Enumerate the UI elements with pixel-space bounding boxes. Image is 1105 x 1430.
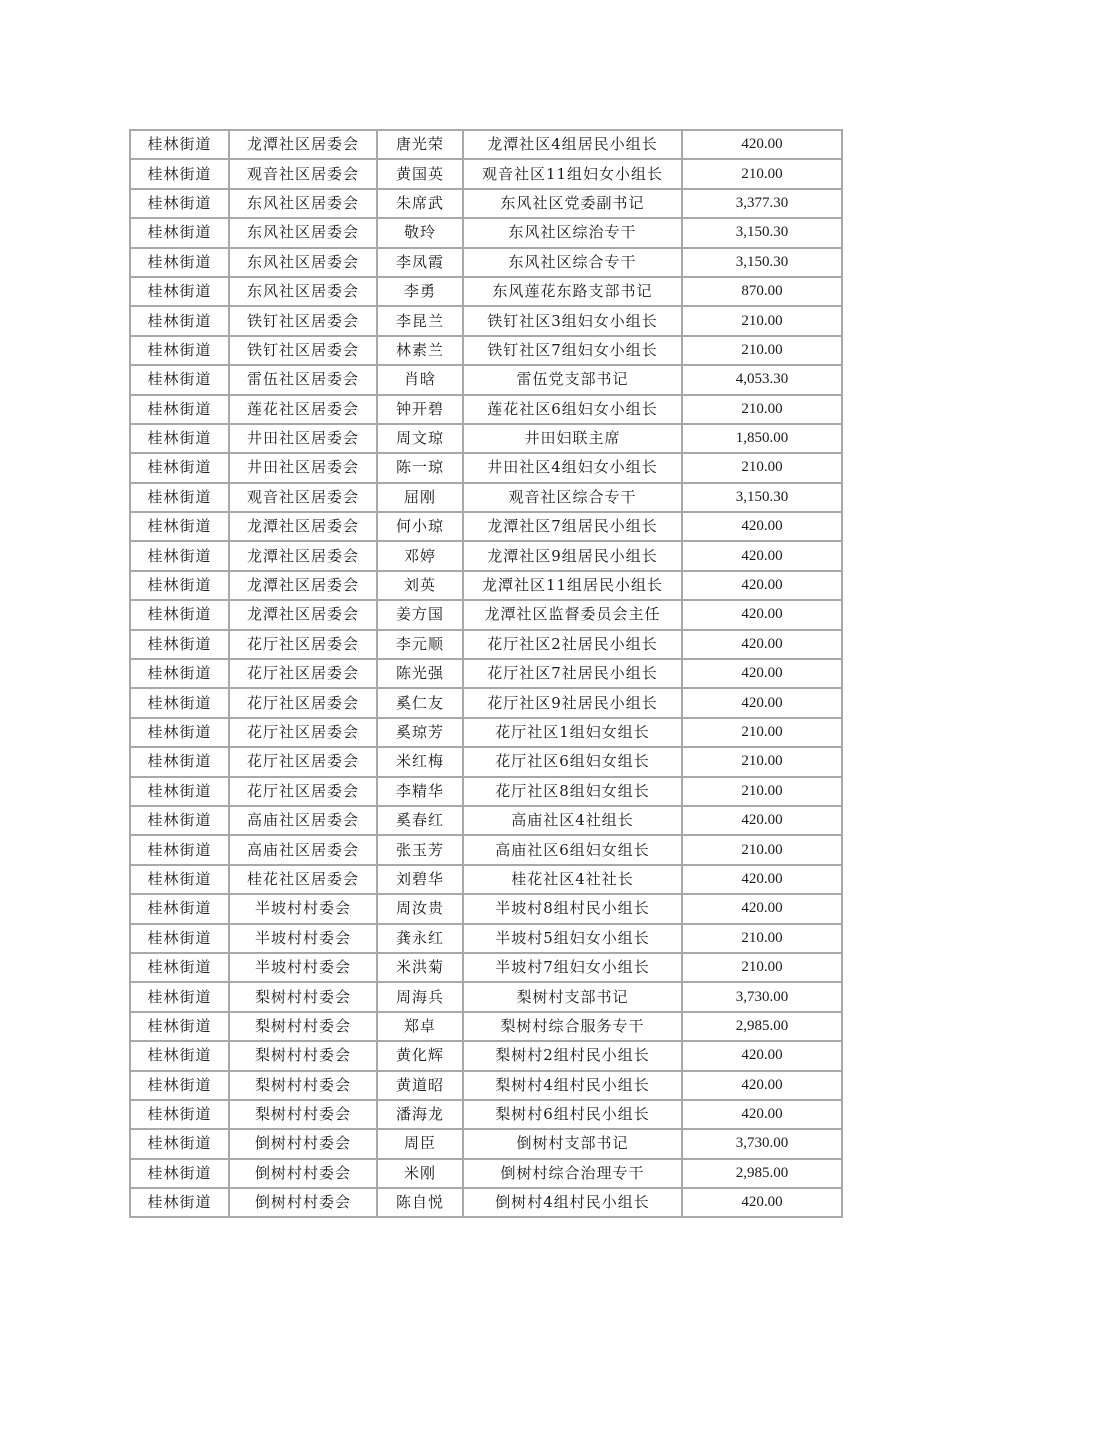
amount-cell: 870.00	[682, 277, 842, 306]
position-cell: 铁钉社区3组妇女小组长	[463, 306, 682, 335]
table-row	[130, 541, 842, 570]
person-name-cell: 陈一琼	[377, 453, 463, 482]
person-name-cell: 唐光荣	[377, 130, 463, 159]
table-row	[130, 395, 842, 424]
table-row	[130, 1071, 842, 1100]
position-cell: 花厅社区9社居民小组长	[463, 688, 682, 717]
amount-cell: 420.00	[682, 130, 842, 159]
person-name-cell: 米红梅	[377, 747, 463, 776]
table-row	[130, 835, 842, 864]
street-cell: 桂林街道	[130, 777, 229, 806]
committee-cell: 铁钉社区居委会	[229, 306, 377, 335]
committee-cell: 倒树村村委会	[229, 1129, 377, 1158]
person-name-cell: 朱席武	[377, 189, 463, 218]
person-name-cell: 周汝贵	[377, 894, 463, 923]
table-row	[130, 130, 842, 159]
amount-cell: 210.00	[682, 835, 842, 864]
position-cell: 井田妇联主席	[463, 424, 682, 453]
table-row	[130, 277, 842, 306]
person-name-cell: 奚春红	[377, 806, 463, 835]
committee-cell: 花厅社区居委会	[229, 777, 377, 806]
committee-cell: 龙潭社区居委会	[229, 512, 377, 541]
committee-cell: 观音社区居委会	[229, 159, 377, 188]
street-cell: 桂林街道	[130, 483, 229, 512]
table-row	[130, 1159, 842, 1188]
person-name-cell: 黄道昭	[377, 1071, 463, 1100]
position-cell: 高庙社区4社组长	[463, 806, 682, 835]
committee-cell: 半坡村村委会	[229, 894, 377, 923]
street-cell: 桂林街道	[130, 924, 229, 953]
person-name-cell: 何小琼	[377, 512, 463, 541]
person-name-cell: 李元顺	[377, 630, 463, 659]
committee-cell: 半坡村村委会	[229, 953, 377, 982]
person-name-cell: 刘英	[377, 571, 463, 600]
position-cell: 半坡村5组妇女小组长	[463, 924, 682, 953]
table-row	[130, 218, 842, 247]
street-cell: 桂林街道	[130, 453, 229, 482]
street-cell: 桂林街道	[130, 1071, 229, 1100]
amount-cell: 210.00	[682, 306, 842, 335]
committee-cell: 梨树村村委会	[229, 982, 377, 1011]
committee-cell: 雷伍社区居委会	[229, 365, 377, 394]
street-cell: 桂林街道	[130, 630, 229, 659]
position-cell: 花厅社区8组妇女组长	[463, 777, 682, 806]
committee-cell: 花厅社区居委会	[229, 747, 377, 776]
amount-cell: 210.00	[682, 924, 842, 953]
table-row	[130, 306, 842, 335]
street-cell: 桂林街道	[130, 600, 229, 629]
street-cell: 桂林街道	[130, 1129, 229, 1158]
position-cell: 半坡村8组村民小组长	[463, 894, 682, 923]
person-name-cell: 周文琼	[377, 424, 463, 453]
street-cell: 桂林街道	[130, 189, 229, 218]
amount-cell: 420.00	[682, 688, 842, 717]
position-cell: 雷伍党支部书记	[463, 365, 682, 394]
committee-cell: 梨树村村委会	[229, 1012, 377, 1041]
amount-cell: 420.00	[682, 865, 842, 894]
person-name-cell: 奚琼芳	[377, 718, 463, 747]
amount-cell: 210.00	[682, 953, 842, 982]
position-cell: 龙潭社区7组居民小组长	[463, 512, 682, 541]
amount-cell: 3,377.30	[682, 189, 842, 218]
street-cell: 桂林街道	[130, 1012, 229, 1041]
amount-cell: 420.00	[682, 659, 842, 688]
position-cell: 龙潭社区监督委员会主任	[463, 600, 682, 629]
position-cell: 梨树村2组村民小组长	[463, 1041, 682, 1070]
table-row	[130, 982, 842, 1011]
amount-cell: 210.00	[682, 747, 842, 776]
amount-cell: 420.00	[682, 630, 842, 659]
position-cell: 花厅社区2社居民小组长	[463, 630, 682, 659]
table-row	[130, 1041, 842, 1070]
table-row	[130, 777, 842, 806]
position-cell: 观音社区11组妇女小组长	[463, 159, 682, 188]
street-cell: 桂林街道	[130, 130, 229, 159]
street-cell: 桂林街道	[130, 1041, 229, 1070]
committee-cell: 东风社区居委会	[229, 189, 377, 218]
table-row	[130, 159, 842, 188]
amount-cell: 420.00	[682, 894, 842, 923]
table-row	[130, 1100, 842, 1129]
street-cell: 桂林街道	[130, 218, 229, 247]
street-cell: 桂林街道	[130, 277, 229, 306]
person-name-cell: 米刚	[377, 1159, 463, 1188]
person-name-cell: 刘碧华	[377, 865, 463, 894]
amount-cell: 3,150.30	[682, 218, 842, 247]
committee-cell: 龙潭社区居委会	[229, 541, 377, 570]
table-row	[130, 453, 842, 482]
street-cell: 桂林街道	[130, 982, 229, 1011]
table-row	[130, 336, 842, 365]
committee-cell: 东风社区居委会	[229, 248, 377, 277]
position-cell: 梨树村6组村民小组长	[463, 1100, 682, 1129]
roster-table	[129, 129, 843, 1218]
person-name-cell: 奚仁友	[377, 688, 463, 717]
street-cell: 桂林街道	[130, 571, 229, 600]
table-row	[130, 483, 842, 512]
committee-cell: 花厅社区居委会	[229, 659, 377, 688]
committee-cell: 花厅社区居委会	[229, 688, 377, 717]
roster-table-body	[130, 130, 842, 1217]
committee-cell: 龙潭社区居委会	[229, 130, 377, 159]
amount-cell: 210.00	[682, 777, 842, 806]
table-row	[130, 1012, 842, 1041]
amount-cell: 420.00	[682, 1041, 842, 1070]
amount-cell: 420.00	[682, 600, 842, 629]
street-cell: 桂林街道	[130, 688, 229, 717]
person-name-cell: 陈光强	[377, 659, 463, 688]
position-cell: 梨树村综合服务专干	[463, 1012, 682, 1041]
committee-cell: 桂花社区居委会	[229, 865, 377, 894]
table-row	[130, 365, 842, 394]
position-cell: 桂花社区4社社长	[463, 865, 682, 894]
street-cell: 桂林街道	[130, 424, 229, 453]
table-row	[130, 747, 842, 776]
table-row	[130, 571, 842, 600]
person-name-cell: 米洪菊	[377, 953, 463, 982]
person-name-cell: 钟开碧	[377, 395, 463, 424]
position-cell: 高庙社区6组妇女组长	[463, 835, 682, 864]
street-cell: 桂林街道	[130, 835, 229, 864]
table-row	[130, 688, 842, 717]
amount-cell: 210.00	[682, 159, 842, 188]
street-cell: 桂林街道	[130, 865, 229, 894]
street-cell: 桂林街道	[130, 365, 229, 394]
position-cell: 东风社区综治专干	[463, 218, 682, 247]
committee-cell: 观音社区居委会	[229, 483, 377, 512]
position-cell: 井田社区4组妇女小组长	[463, 453, 682, 482]
table-row	[130, 189, 842, 218]
table-row	[130, 424, 842, 453]
table-row	[130, 1129, 842, 1158]
person-name-cell: 姜方国	[377, 600, 463, 629]
person-name-cell: 张玉芳	[377, 835, 463, 864]
position-cell: 铁钉社区7组妇女小组长	[463, 336, 682, 365]
person-name-cell: 黄化辉	[377, 1041, 463, 1070]
position-cell: 观音社区综合专干	[463, 483, 682, 512]
street-cell: 桂林街道	[130, 806, 229, 835]
street-cell: 桂林街道	[130, 1100, 229, 1129]
street-cell: 桂林街道	[130, 1159, 229, 1188]
table-row	[130, 718, 842, 747]
committee-cell: 半坡村村委会	[229, 924, 377, 953]
table-row	[130, 659, 842, 688]
amount-cell: 420.00	[682, 571, 842, 600]
table-row	[130, 630, 842, 659]
position-cell: 半坡村7组妇女小组长	[463, 953, 682, 982]
committee-cell: 花厅社区居委会	[229, 718, 377, 747]
person-name-cell: 肖晗	[377, 365, 463, 394]
amount-cell: 3,150.30	[682, 248, 842, 277]
street-cell: 桂林街道	[130, 894, 229, 923]
amount-cell: 420.00	[682, 1188, 842, 1217]
person-name-cell: 龚永红	[377, 924, 463, 953]
committee-cell: 花厅社区居委会	[229, 630, 377, 659]
person-name-cell: 周海兵	[377, 982, 463, 1011]
street-cell: 桂林街道	[130, 336, 229, 365]
person-name-cell: 李昆兰	[377, 306, 463, 335]
position-cell: 龙潭社区11组居民小组长	[463, 571, 682, 600]
table-row	[130, 924, 842, 953]
committee-cell: 倒树村村委会	[229, 1159, 377, 1188]
street-cell: 桂林街道	[130, 306, 229, 335]
person-name-cell: 陈自悦	[377, 1188, 463, 1217]
position-cell: 东风社区党委副书记	[463, 189, 682, 218]
amount-cell: 3,150.30	[682, 483, 842, 512]
position-cell: 莲花社区6组妇女小组长	[463, 395, 682, 424]
street-cell: 桂林街道	[130, 747, 229, 776]
position-cell: 花厅社区6组妇女组长	[463, 747, 682, 776]
person-name-cell: 李凤霞	[377, 248, 463, 277]
street-cell: 桂林街道	[130, 953, 229, 982]
street-cell: 桂林街道	[130, 718, 229, 747]
street-cell: 桂林街道	[130, 1188, 229, 1217]
position-cell: 梨树村支部书记	[463, 982, 682, 1011]
table-row	[130, 806, 842, 835]
position-cell: 东风莲花东路支部书记	[463, 277, 682, 306]
table-row	[130, 248, 842, 277]
committee-cell: 梨树村村委会	[229, 1041, 377, 1070]
position-cell: 倒树村支部书记	[463, 1129, 682, 1158]
person-name-cell: 邓婷	[377, 541, 463, 570]
person-name-cell: 李精华	[377, 777, 463, 806]
amount-cell: 210.00	[682, 718, 842, 747]
street-cell: 桂林街道	[130, 512, 229, 541]
person-name-cell: 黄国英	[377, 159, 463, 188]
amount-cell: 420.00	[682, 1071, 842, 1100]
amount-cell: 420.00	[682, 512, 842, 541]
person-name-cell: 屈刚	[377, 483, 463, 512]
committee-cell: 梨树村村委会	[229, 1100, 377, 1129]
amount-cell: 210.00	[682, 453, 842, 482]
table-row	[130, 865, 842, 894]
committee-cell: 龙潭社区居委会	[229, 600, 377, 629]
committee-cell: 高庙社区居委会	[229, 835, 377, 864]
position-cell: 梨树村4组村民小组长	[463, 1071, 682, 1100]
table-row	[130, 953, 842, 982]
position-cell: 倒树村综合治理专干	[463, 1159, 682, 1188]
amount-cell: 420.00	[682, 541, 842, 570]
street-cell: 桂林街道	[130, 541, 229, 570]
amount-cell: 3,730.00	[682, 982, 842, 1011]
amount-cell: 210.00	[682, 395, 842, 424]
committee-cell: 莲花社区居委会	[229, 395, 377, 424]
committee-cell: 井田社区居委会	[229, 424, 377, 453]
amount-cell: 1,850.00	[682, 424, 842, 453]
position-cell: 龙潭社区4组居民小组长	[463, 130, 682, 159]
person-name-cell: 敬玲	[377, 218, 463, 247]
position-cell: 龙潭社区9组居民小组长	[463, 541, 682, 570]
position-cell: 倒树村4组村民小组长	[463, 1188, 682, 1217]
committee-cell: 倒树村村委会	[229, 1188, 377, 1217]
amount-cell: 420.00	[682, 806, 842, 835]
table-row	[130, 512, 842, 541]
table-row	[130, 1188, 842, 1217]
person-name-cell: 潘海龙	[377, 1100, 463, 1129]
committee-cell: 铁钉社区居委会	[229, 336, 377, 365]
amount-cell: 4,053.30	[682, 365, 842, 394]
person-name-cell: 郑卓	[377, 1012, 463, 1041]
amount-cell: 420.00	[682, 1100, 842, 1129]
person-name-cell: 李勇	[377, 277, 463, 306]
table-row	[130, 894, 842, 923]
position-cell: 东风社区综合专干	[463, 248, 682, 277]
committee-cell: 高庙社区居委会	[229, 806, 377, 835]
committee-cell: 梨树村村委会	[229, 1071, 377, 1100]
street-cell: 桂林街道	[130, 248, 229, 277]
committee-cell: 东风社区居委会	[229, 218, 377, 247]
committee-cell: 井田社区居委会	[229, 453, 377, 482]
street-cell: 桂林街道	[130, 395, 229, 424]
amount-cell: 2,985.00	[682, 1159, 842, 1188]
amount-cell: 2,985.00	[682, 1012, 842, 1041]
position-cell: 花厅社区1组妇女组长	[463, 718, 682, 747]
street-cell: 桂林街道	[130, 659, 229, 688]
amount-cell: 210.00	[682, 336, 842, 365]
person-name-cell: 周臣	[377, 1129, 463, 1158]
committee-cell: 东风社区居委会	[229, 277, 377, 306]
position-cell: 花厅社区7社居民小组长	[463, 659, 682, 688]
amount-cell: 3,730.00	[682, 1129, 842, 1158]
table-row	[130, 600, 842, 629]
person-name-cell: 林素兰	[377, 336, 463, 365]
committee-cell: 龙潭社区居委会	[229, 571, 377, 600]
street-cell: 桂林街道	[130, 159, 229, 188]
